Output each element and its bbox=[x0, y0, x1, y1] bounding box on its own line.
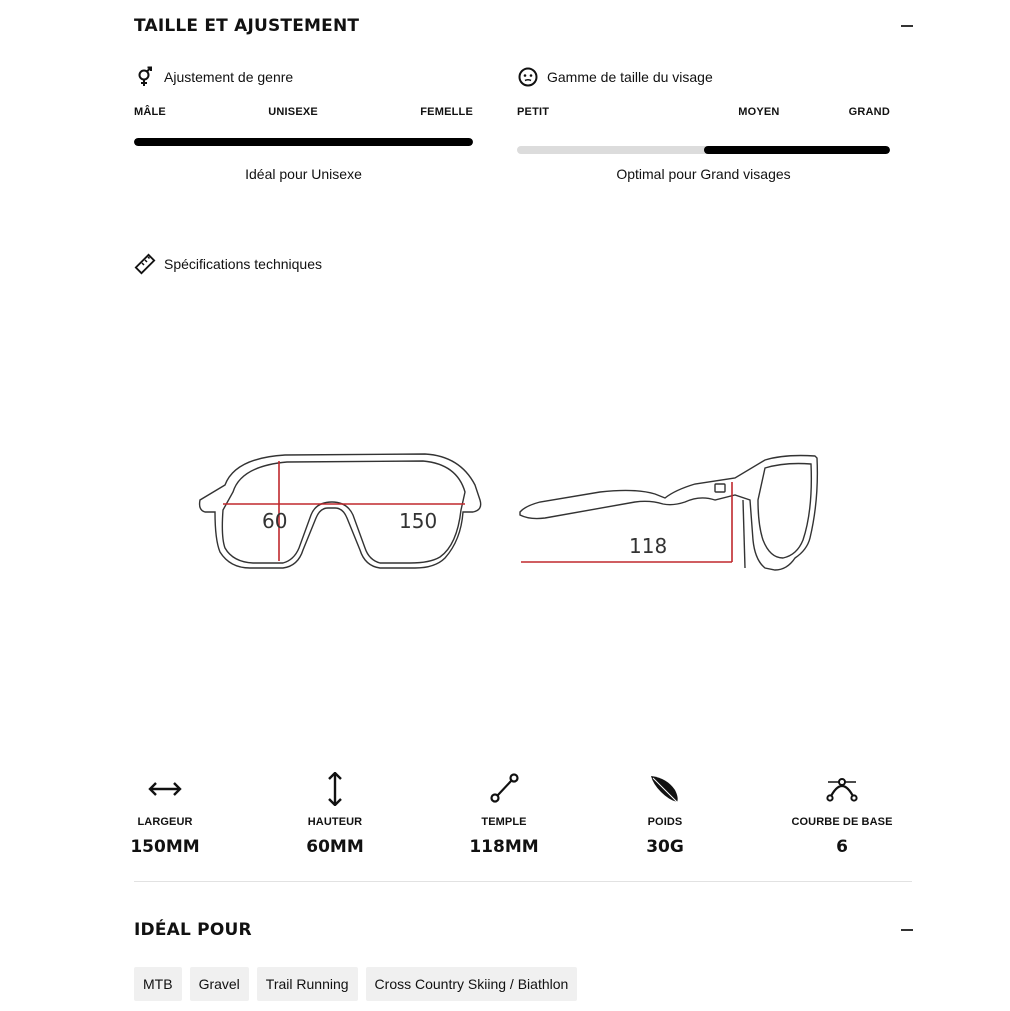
tag-mtb[interactable]: MTB bbox=[134, 967, 182, 1001]
face-label-small: PETIT bbox=[517, 106, 550, 118]
base-curve-icon bbox=[824, 772, 860, 806]
face-label-large: GRAND bbox=[848, 106, 890, 118]
spec-height-value: 60MM bbox=[306, 837, 364, 857]
glasses-front-view bbox=[200, 454, 481, 568]
spec-weight-label: POIDS bbox=[647, 816, 683, 828]
face-size-bar-fill bbox=[704, 146, 891, 154]
gender-fit-caption: Idéal pour Unisexe bbox=[245, 166, 362, 182]
glasses-side-view bbox=[520, 456, 817, 571]
ideal-for-title: IDÉAL POUR bbox=[134, 920, 252, 940]
spec-weight-value: 30G bbox=[646, 837, 684, 857]
height-value-label: 60 bbox=[262, 509, 288, 533]
size-fit-title: TAILLE ET AJUSTEMENT bbox=[134, 16, 360, 36]
gender-icon bbox=[134, 66, 156, 88]
face-size-bar bbox=[517, 146, 890, 154]
tag-gravel[interactable]: Gravel bbox=[190, 967, 249, 1001]
size-fit-collapse-button[interactable] bbox=[895, 14, 919, 38]
temple-icon bbox=[486, 772, 522, 806]
tech-specs-heading bbox=[134, 253, 322, 275]
tag-cross-country-skiing[interactable]: Cross Country Skiing / Biathlon bbox=[366, 967, 578, 1001]
face-label-medium: MOYEN bbox=[738, 106, 780, 118]
spec-base-curve-value: 6 bbox=[836, 837, 848, 857]
section-divider bbox=[134, 881, 912, 882]
face-size-heading-text: Gamme de taille du visage bbox=[547, 69, 713, 85]
gender-label-male: MÂLE bbox=[134, 106, 166, 118]
glasses-dimension-diagram bbox=[195, 440, 835, 580]
spec-base-curve-label: COURBE DE BASE bbox=[791, 816, 893, 828]
ideal-for-tags bbox=[134, 967, 585, 1001]
tag-trail-running[interactable]: Trail Running bbox=[257, 967, 358, 1001]
spec-temple bbox=[459, 772, 549, 857]
spec-width bbox=[120, 772, 210, 857]
spec-width-value: 150MM bbox=[130, 837, 200, 857]
tech-specs-heading-text: Spécifications techniques bbox=[164, 256, 322, 272]
gender-label-unisex: UNISEXE bbox=[268, 106, 318, 118]
spec-temple-value: 118MM bbox=[469, 837, 539, 857]
spec-temple-label: TEMPLE bbox=[481, 816, 527, 828]
minus-icon bbox=[901, 929, 913, 931]
ruler-icon bbox=[134, 253, 156, 275]
gender-label-female: FEMELLE bbox=[420, 106, 473, 118]
spec-weight bbox=[620, 772, 710, 857]
gender-scale-labels bbox=[134, 106, 473, 118]
face-size-caption: Optimal pour Grand visages bbox=[616, 166, 791, 182]
width-arrow-icon bbox=[147, 772, 183, 806]
face-icon bbox=[517, 66, 539, 88]
face-size-heading bbox=[517, 66, 713, 88]
height-arrow-icon bbox=[317, 772, 353, 806]
face-scale-labels bbox=[517, 106, 890, 118]
spec-height bbox=[290, 772, 380, 857]
feather-icon bbox=[647, 772, 683, 806]
gender-fit-bar bbox=[134, 138, 473, 146]
width-value-label: 150 bbox=[399, 509, 438, 533]
spec-height-label: HAUTEUR bbox=[307, 816, 363, 828]
gender-fit-heading bbox=[134, 66, 293, 88]
gender-fit-bar-fill bbox=[134, 138, 473, 146]
minus-icon bbox=[901, 25, 913, 27]
gender-fit-heading-text: Ajustement de genre bbox=[164, 69, 294, 85]
spec-width-label: LARGEUR bbox=[137, 816, 193, 828]
ideal-for-collapse-button[interactable] bbox=[895, 918, 919, 942]
temple-value-label: 118 bbox=[629, 534, 668, 558]
spec-base-curve bbox=[782, 772, 902, 857]
